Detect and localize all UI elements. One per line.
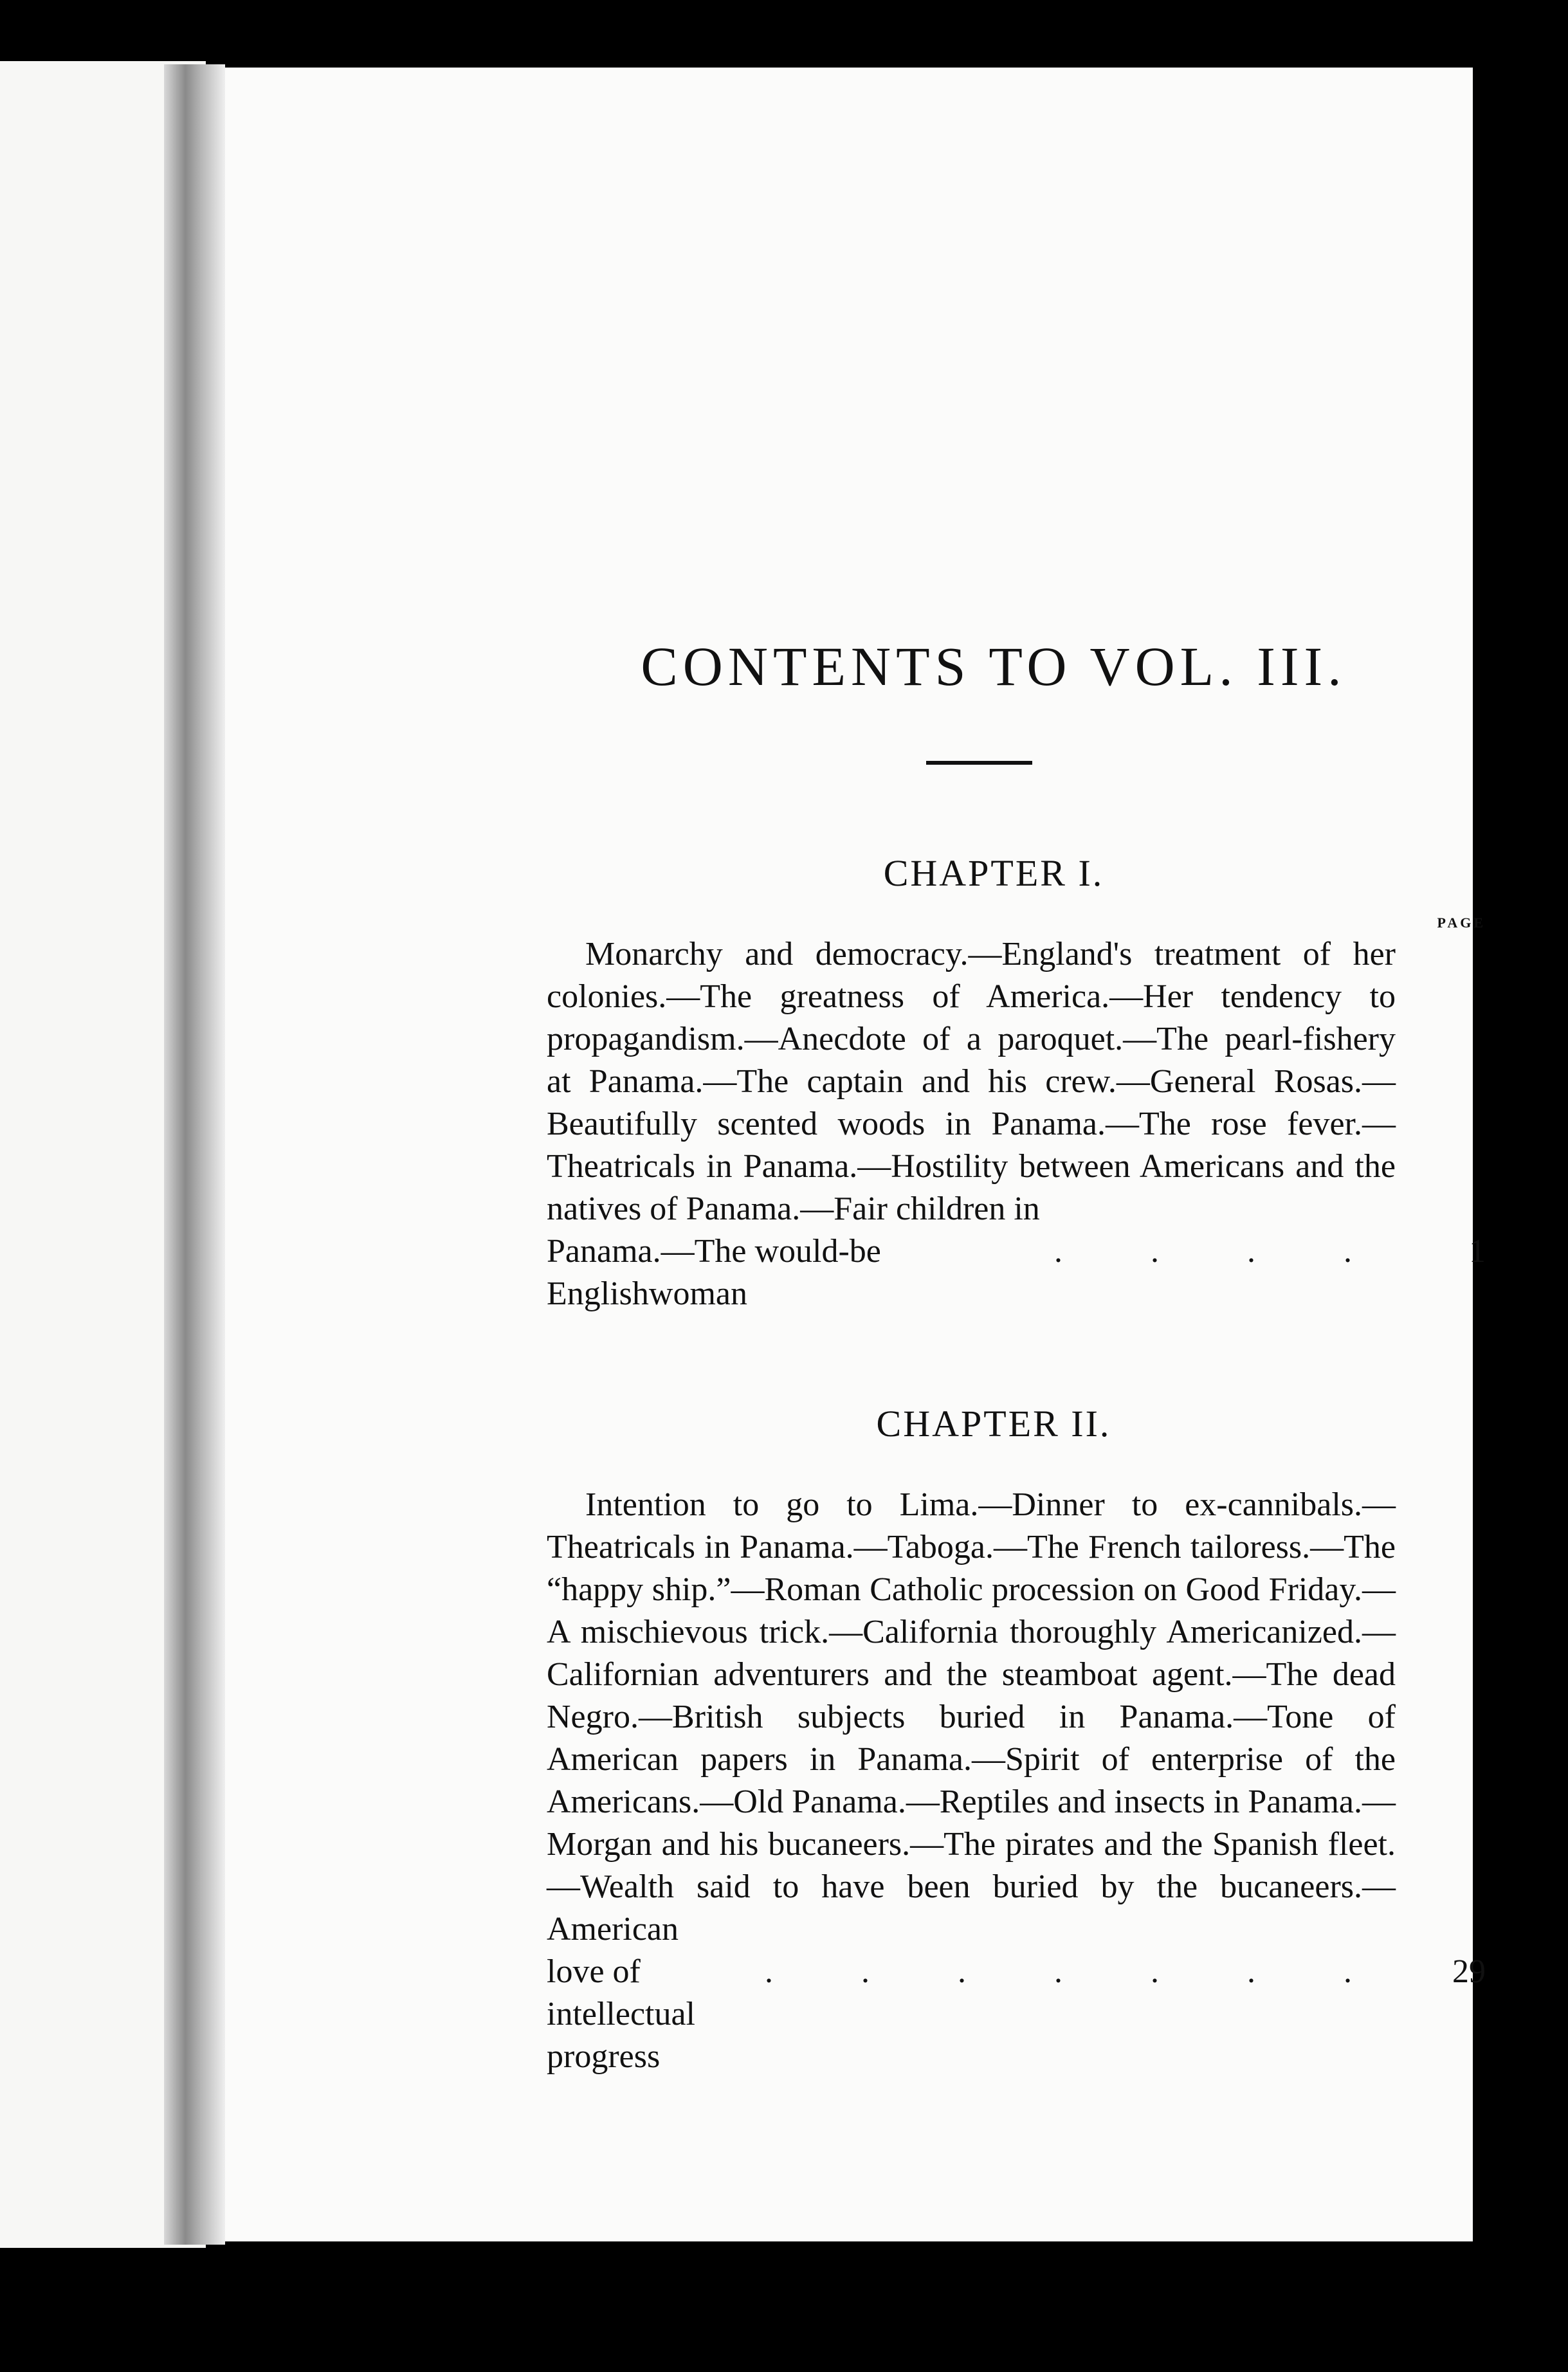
chapter-summary: Intention to go to Lima.—Dinner to ex-cannibals.—Theatricals in Panama.—Taboga.—The French tailoress.—The “happy ship.”—Roman Catholic procession on Good Friday.—A mischievous trick.—California thoroughly Americanized.—Californian adventurers and the steamboat agent.—The dead Negro.—British subjects buried in Panama.—Tone of American papers in Panama.—Spirit of enterprise of the Americans.—Old Panama.—Reptiles and insects in Panama.—Morgan and his bucaneers.—The pirates and the Spanish fleet.—Wealth said to have been buried by the bucaneers.—American <box>547 1486 1396 1948</box>
dot-leaders: . . . . . . . <box>765 1953 1392 1991</box>
book-gutter-shadow <box>164 64 225 2245</box>
chapter-heading: CHAPTER II. <box>876 1403 1111 1445</box>
chapter-last-line <box>547 1951 1486 2078</box>
page-number: 29 <box>1452 1953 1486 1991</box>
contents-title: CONTENTS TO VOL. III. <box>641 635 1347 697</box>
chapter-summary-end: Panama.—The would-be Englishwoman <box>547 1233 881 1313</box>
dot-leaders: . . . . <box>1054 1233 1392 1270</box>
chapter-entry <box>547 852 1486 1315</box>
chapter-entry <box>547 1402 1486 2078</box>
chapter-summary-end: love of intellectual progress <box>547 1953 696 2076</box>
chapter-last-line <box>547 1230 1486 1315</box>
page-column-label: PAGE <box>1437 915 1486 931</box>
chapter-summary: Monarchy and democracy.—England's treatment of her colonies.—The greatness of America.—Her tendency to propagandism.—Anecdote of a paroquet.—The pearl-fishery at Panama.—The captain and his crew.—General Rosas.—Beautifully scented woods in Panama.—The rose fever.—Theatricals in Panama.—Hostility between Americans and the natives of Panama.—Fair children in <box>547 936 1396 1228</box>
chapter-heading: CHAPTER I. <box>883 852 1104 895</box>
title-rule <box>926 761 1032 765</box>
page-number: 1 <box>1469 1233 1486 1270</box>
right-page <box>225 68 1486 2241</box>
contents-block <box>547 634 1486 2078</box>
